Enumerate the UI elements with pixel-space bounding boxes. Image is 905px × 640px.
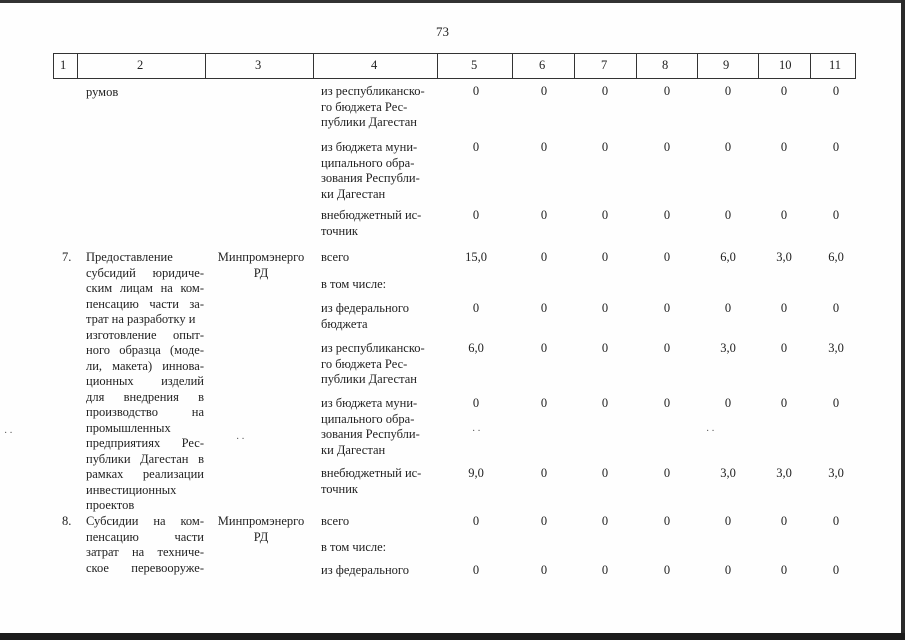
table-header-bottom-border [53,78,856,79]
value-cell: 0 [601,140,609,154]
funding-source: из республиканско- го бюджета Рес- публики Дагестан [321,84,425,129]
value-cell: 0 [601,466,609,480]
value-cell: 6,0 [468,341,484,355]
value-cell: 0 [472,514,480,528]
value-cell: 0 [540,563,548,577]
col-divider [855,53,856,79]
value-cell: 0 [663,250,671,264]
column-header: 6 [539,58,546,72]
value-cell: 0 [832,208,840,222]
funding-source: в том числе: [321,277,387,291]
value-cell: 0 [832,514,840,528]
item-name: Субсидии на ком- пенсацию части затрат на техниче- ское перевооруже- [86,514,204,575]
col-divider [697,53,698,79]
value-cell: 3,0 [776,250,792,264]
value-cell: 0 [540,514,548,528]
column-header: 9 [723,58,730,72]
value-cell: 0 [780,208,788,222]
value-cell: 0 [663,140,671,154]
funding-source: из федерального [321,563,409,577]
funding-source: внебюджетный ис- точник [321,208,422,238]
item-name: Предоставление субсидий юридиче- ским лицам на ком- пенсацию части за- трат на разработку и изготовление опыт- ного образца (моде- ли, макета) иннова- ционных изделий для внедрения в производство на промышленных предприятиях Рес- публики Дагестан в рамках реализации инвестиционных проектов [86,250,204,512]
value-cell: 0 [780,84,788,98]
value-cell: 0 [780,301,788,315]
value-cell: 0 [780,341,788,355]
executor: Минпромэнерго РД [217,514,305,544]
value-cell: 0 [472,396,480,410]
value-cell: 0 [832,84,840,98]
value-cell: 0 [663,208,671,222]
funding-source: из бюджета муни- ципального обра- зования Республи- ки Дагестан [321,140,420,201]
value-cell: 0 [780,563,788,577]
value-cell: 0 [601,208,609,222]
value-cell: 0 [601,250,609,264]
column-header: 8 [662,58,669,72]
scan-speck: ·· [706,426,717,437]
value-cell: 3,0 [720,341,736,355]
col-divider [437,53,438,79]
scan-speck: ·· [4,428,15,439]
value-cell: 0 [724,514,732,528]
value-cell: 0 [540,208,548,222]
col-divider [205,53,206,79]
value-cell: 0 [663,396,671,410]
value-cell: 15,0 [465,250,487,264]
column-header: 11 [829,58,842,72]
funding-source: всего [321,514,350,528]
col-divider [810,53,811,79]
executor: Минпромэнерго РД [217,250,305,280]
col-divider [574,53,575,79]
value-cell: 0 [601,396,609,410]
funding-source: внебюджетный ис- точник [321,466,422,496]
value-cell: 3,0 [828,341,844,355]
value-cell: 0 [724,396,732,410]
value-cell: 0 [832,140,840,154]
scan-speck: ·· [472,426,483,437]
column-header: 2 [137,58,144,72]
value-cell: 0 [601,84,609,98]
column-header: 7 [601,58,608,72]
funding-source: из бюджета муни- ципального обра- зования Республи- ки Дагестан [321,396,420,457]
column-header: 10 [779,58,792,72]
column-header: 4 [371,58,378,72]
value-cell: 6,0 [720,250,736,264]
value-cell: 0 [540,301,548,315]
value-cell: 0 [540,466,548,480]
scan-edge-bottom [0,633,905,640]
page-number: 73 [436,24,449,39]
value-cell: 0 [780,396,788,410]
value-cell: 0 [540,140,548,154]
value-cell: 6,0 [828,250,844,264]
value-cell: 0 [472,84,480,98]
value-cell: 0 [832,301,840,315]
col-divider [53,53,54,79]
value-cell: 0 [663,466,671,480]
item-number: 7. [62,250,72,264]
funding-source: всего [321,250,350,264]
funding-source: из федерального бюджета [321,301,409,331]
value-cell: 0 [540,250,548,264]
value-cell: 0 [601,341,609,355]
col-divider [313,53,314,79]
funding-source: в том числе: [321,540,387,554]
value-cell: 0 [601,301,609,315]
column-header: 5 [471,58,478,72]
col-divider [77,53,78,79]
value-cell: 0 [472,140,480,154]
value-cell: 0 [601,563,609,577]
scan-edge-top [0,0,905,3]
value-cell: 9,0 [468,466,484,480]
value-cell: 0 [663,563,671,577]
scan-edge-right [901,0,905,640]
value-cell: 3,0 [776,466,792,480]
value-cell: 0 [780,140,788,154]
value-cell: 0 [540,341,548,355]
item-number: 8. [62,514,72,528]
value-cell: 0 [832,563,840,577]
value-cell: 0 [832,396,840,410]
value-cell: 0 [724,563,732,577]
col-divider [758,53,759,79]
value-cell: 0 [724,208,732,222]
column-header: 3 [255,58,262,72]
value-cell: 0 [724,140,732,154]
value-cell: 0 [472,208,480,222]
value-cell: 0 [780,514,788,528]
funding-source: из республиканско- го бюджета Рес- публики Дагестан [321,341,425,386]
value-cell: 0 [540,396,548,410]
scan-speck: ·· [236,434,247,445]
value-cell: 0 [472,301,480,315]
value-cell: 0 [724,84,732,98]
value-cell: 0 [663,301,671,315]
column-header: 1 [60,58,67,72]
value-cell: 0 [724,301,732,315]
value-cell: 0 [663,341,671,355]
value-cell: 3,0 [828,466,844,480]
value-cell: 0 [601,514,609,528]
item-name-continuation: румов [86,85,119,99]
value-cell: 0 [663,84,671,98]
value-cell: 0 [472,563,480,577]
value-cell: 3,0 [720,466,736,480]
value-cell: 0 [540,84,548,98]
col-divider [636,53,637,79]
value-cell: 0 [663,514,671,528]
table-top-border [53,53,856,54]
col-divider [512,53,513,79]
